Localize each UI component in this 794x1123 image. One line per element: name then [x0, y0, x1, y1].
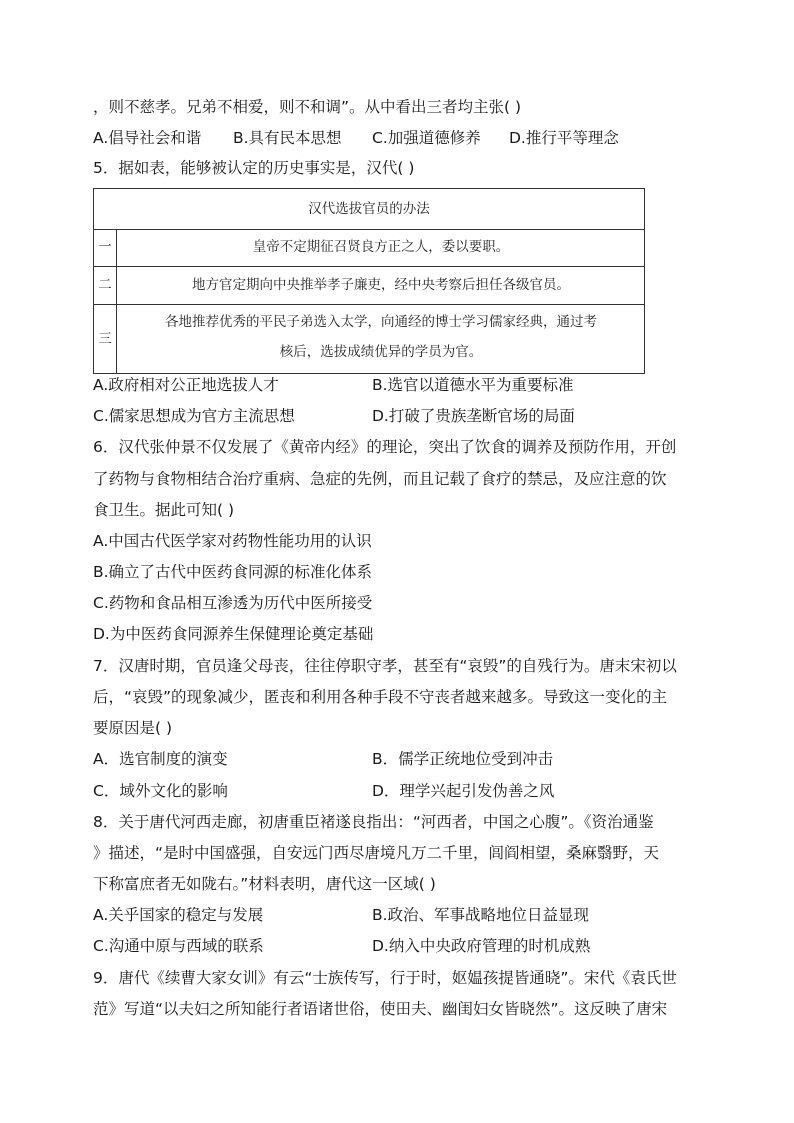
q7-stem-line: 要原因是( ) [93, 719, 173, 737]
q6-option-d[interactable]: D.为中医药食同源养生保健理论奠定基础 [93, 625, 374, 643]
q4-option-a[interactable]: A.倡导社会和谐 [93, 129, 202, 147]
q8-stem-line: 8．关于唐代河西走廊，初唐重臣褚遂良指出：“河西者，中国之心腹”。《资治通鉴 [93, 813, 654, 831]
q6-option-c[interactable]: C.药物和食品相互渗透为历代中医所接受 [93, 594, 373, 612]
q7-stem-line: 后，“哀毁”的现象减少，匿丧和利用各种手段不守丧者越来越多。导致这一变化的主 [93, 688, 668, 706]
q7-option-a[interactable]: A．选官制度的演变 [93, 750, 228, 768]
q7-option-d[interactable]: D．理学兴起引发伪善之风 [372, 782, 555, 800]
q4-stem-tail: ，则不慈孝。兄弟不相爱，则不和调”。从中看出三者均主张( ) [93, 98, 522, 116]
table-row-text: 皇帝不定期征召贤良方正之人，委以要职。 [252, 239, 510, 255]
q5-option-a[interactable]: A.政府相对公正地选拔人才 [93, 376, 279, 394]
q8-stem-line: 下称富庶者无如陇右。”材料表明，唐代这一区域( ) [93, 875, 436, 893]
q6-option-b[interactable]: B.确立了古代中医药食同源的标准化体系 [93, 563, 373, 581]
q7-option-c[interactable]: C．域外文化的影响 [93, 782, 228, 800]
q9-stem-line: 范》写道“以夫妇之所知能行者语诸世俗，使田夫、幽闺妇女皆晓然”。这反映了唐宋 [93, 1000, 668, 1018]
q9-stem-line: 9．唐代《续曹大家女训》有云“士族传写，行于时，妪媪孩提皆通晓”。宋代《袁氏世 [93, 969, 677, 987]
q7-stem-line: 7．汉唐时期，官员逢父母丧，往往停职守孝，甚至有“哀毁”的自残行为。唐末宋初以 [93, 657, 677, 675]
q8-option-c[interactable]: C.沟通中原与西域的联系 [93, 937, 264, 955]
table-title: 汉代选拔官员的办法 [308, 201, 430, 217]
table-row-text: 各地推荐优秀的平民子弟选入太学，向通经的博士学习儒家经典，通过考 [165, 314, 597, 330]
q6-option-a[interactable]: A.中国古代医学家对药物性能功用的认识 [93, 532, 372, 550]
q7-option-b[interactable]: B．儒学正统地位受到冲击 [372, 750, 554, 768]
q4-option-d[interactable]: D.推行平等理念 [509, 129, 619, 147]
table-row-text: 地方官定期向中央推举孝子廉吏，经中央考察后担任各级官员。 [192, 277, 570, 293]
q8-stem-line: 》描述，“是时中国盛强，自安远门西尽唐境凡万二千里，闾阎相望，桑麻翳野，天 [93, 844, 660, 862]
q5-stem: 5．据如表，能够被认定的历史事实是，汉代( ) [93, 159, 415, 177]
q5-option-b[interactable]: B.选官以道德水平为重要标准 [372, 376, 574, 394]
q8-option-b[interactable]: B.政治、军事战略地位日益显现 [372, 906, 590, 924]
q5-option-c[interactable]: C.儒家思想成为官方主流思想 [93, 407, 295, 425]
table-row-number: 三 [98, 331, 112, 347]
q8-option-a[interactable]: A.关乎国家的稳定与发展 [93, 906, 264, 924]
q6-stem-line: 6．汉代张仲景不仅发展了《黄帝内经》的理论，突出了饮食的调养及预防作用，开创 [93, 438, 677, 456]
table-row-text: 核后，选拔成绩优异的学员为官。 [279, 344, 483, 360]
q8-option-d[interactable]: D.纳入中央政府管理的时机成熟 [372, 937, 591, 955]
table-row-number: 二 [98, 277, 112, 293]
q6-stem-line: 食卫生。据此可知( ) [93, 501, 235, 519]
q4-option-b[interactable]: B.具有民本思想 [233, 129, 342, 147]
q4-option-c[interactable]: C.加强道德修养 [372, 129, 481, 147]
q6-stem-line: 了药物与食物相结合治疗重病、急症的先例，而且记载了食疗的禁忌，及应注意的饮 [93, 470, 667, 488]
q5-option-d[interactable]: D.打破了贵族垄断官场的局面 [372, 407, 575, 425]
selection-methods-table [93, 188, 645, 374]
table-divider [94, 304, 644, 305]
table-row-number: 一 [98, 239, 112, 255]
